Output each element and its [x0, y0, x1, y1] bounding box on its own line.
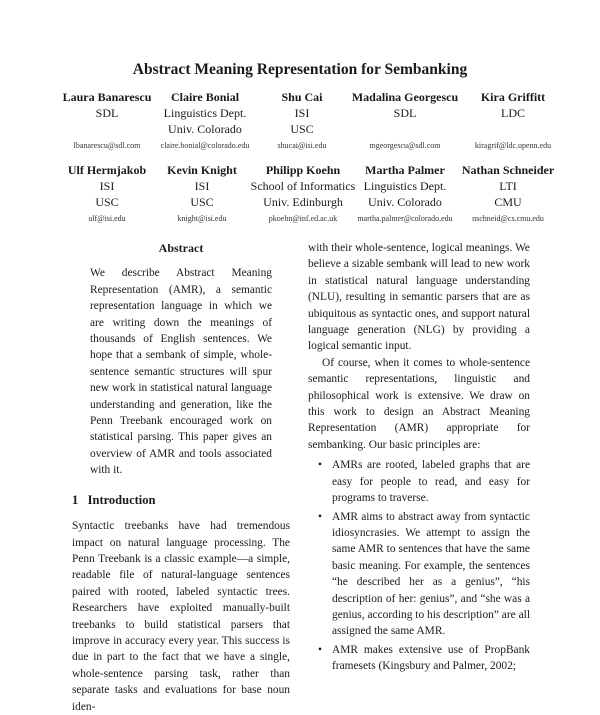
author-affiliation-2: USC — [95, 195, 119, 209]
author-email[interactable]: nschneid@cs.cmu.edu — [472, 214, 544, 223]
list-item-text: AMR aims to abstract away from syntactic idiosyncrasies. We attempt to assign the same AMR to sentences that have the same basic meaning. For example, the sentences “he described her as a genius”, “his description of her: genius”, and “she was a genius, according to his description” are all assigned the same AMR. — [332, 510, 530, 638]
author-email[interactable]: kiragrif@ldc.upenn.edu — [474, 141, 552, 150]
author-name: Laura Banarescu — [62, 90, 152, 104]
author-name: Claire Bonial — [170, 90, 240, 104]
author-affiliation-2: Univ. Colorado — [168, 122, 242, 136]
author-affiliation: Linguistics Dept. — [363, 179, 447, 193]
author-name: Shu Cai — [281, 90, 323, 104]
author-affiliation: SDL — [393, 106, 417, 120]
author-name: Ulf Hermjakob — [67, 163, 147, 177]
author-block — [455, 162, 561, 225]
author-block — [62, 162, 152, 225]
section-heading-introduction: 1 Introduction — [72, 492, 156, 507]
author-block — [145, 89, 265, 152]
author-email[interactable]: knight@isi.edu — [177, 214, 227, 223]
author-name: Philipp Koehn — [265, 163, 341, 177]
author-email[interactable]: martha.palmer@colorado.edu — [357, 214, 453, 223]
author-block — [355, 162, 455, 225]
body-paragraph: Of course, when it comes to whole-sentence semantic representations, linguistic and philosophical work is extensive. We draw on this work to design an Abstract Meaning Representation (AMR) appropriate for sembanking. Our basic principles are: — [308, 356, 530, 451]
author-name: Kevin Knight — [167, 163, 237, 177]
author-email[interactable]: pkoehn@inf.ed.ac.uk — [268, 214, 338, 223]
right-column — [308, 240, 530, 675]
author-affiliation-2: Univ. Colorado — [368, 195, 442, 209]
author-affiliation: SDL — [95, 106, 119, 120]
list-item-text: AMRs are rooted, labeled graphs that are easy for people to read, and easy for programs to traverse. — [332, 459, 530, 505]
abstract-heading: Abstract — [158, 241, 204, 255]
author-affiliation: ISI — [99, 179, 115, 193]
bullet-icon: • — [318, 510, 322, 523]
abstract-text: We describe Abstract Meaning Representation (AMR), a semantic representation language in which we are writing down the meanings of thousands of English sentences. We hope that a sembank of simple, whole-sentence semantic structures will spur new work in statistical natural language understanding and generation, like the Penn Treebank encouraged work on statistical parsing. This paper gives an overview of AMR and tools associated with it. — [90, 267, 272, 477]
paper-title: Abstract Meaning Representation for Sembanking — [132, 61, 468, 78]
author-block — [345, 89, 465, 152]
author-affiliation-2: CMU — [494, 195, 522, 209]
author-affiliation: ISI — [194, 179, 210, 193]
author-email[interactable]: shucai@isi.edu — [277, 141, 327, 150]
author-email[interactable]: mgeorgescu@sdl.com — [369, 141, 441, 150]
author-name: Martha Palmer — [365, 163, 445, 177]
author-block — [248, 162, 358, 225]
bullet-icon: • — [318, 643, 322, 656]
list-item — [308, 457, 530, 506]
author-affiliation-2 — [345, 121, 465, 137]
author-block — [262, 89, 342, 152]
bullet-icon: • — [318, 459, 322, 472]
author-email[interactable]: ulf@isi.edu — [88, 214, 126, 223]
author-email[interactable]: lbanarescu@sdl.com — [73, 141, 141, 150]
author-affiliation-2: USC — [290, 122, 314, 136]
left-column — [72, 240, 290, 715]
author-affiliation-2: Univ. Edinburgh — [263, 195, 343, 209]
author-block — [162, 162, 242, 225]
list-item — [308, 509, 530, 640]
author-affiliation: Linguistics Dept. — [163, 106, 247, 120]
author-email[interactable]: claire.bonial@colorado.edu — [160, 141, 250, 150]
author-name: Nathan Schneider — [461, 163, 555, 177]
intro-paragraph: Syntactic treebanks have had tremendous impact on natural language processing. The Penn Treebank is a classic example—a simple, readable file of natural-language sentences paired with rooted, labeled syntactic trees. Researchers have exploited manually-built treebanks to build statistical parsers that improve in accuracy every year. This success is due in part to the fact that we have a single, whole-sentence parsing task, rather than separate tasks and evaluations for base noun iden- — [72, 520, 290, 713]
author-affiliation-2: USC — [190, 195, 214, 209]
body-paragraph: with their whole-sentence, logical meanings. We believe a sizable sembank will lead to new work in statistical natural language understanding (NLU), resulting in semantic parsers that are as ubiquitous as syntactic ones, and support natural language generation (NLG) by providing a logical semantic input. — [308, 242, 530, 353]
author-affiliation: LDC — [501, 106, 525, 120]
list-item-text: AMR makes extensive use of PropBank framesets (Kingsbury and Palmer, 2002; — [332, 643, 530, 673]
author-affiliation: ISI — [294, 106, 310, 120]
author-affiliation: School of Informatics — [250, 179, 356, 193]
author-affiliation-2 — [463, 121, 563, 137]
author-block — [463, 89, 563, 152]
principles-list — [308, 457, 530, 674]
author-name: Madalina Georgescu — [351, 90, 459, 104]
author-affiliation: LTI — [499, 179, 517, 193]
author-name: Kira Griffitt — [480, 90, 546, 104]
list-item — [308, 642, 530, 675]
